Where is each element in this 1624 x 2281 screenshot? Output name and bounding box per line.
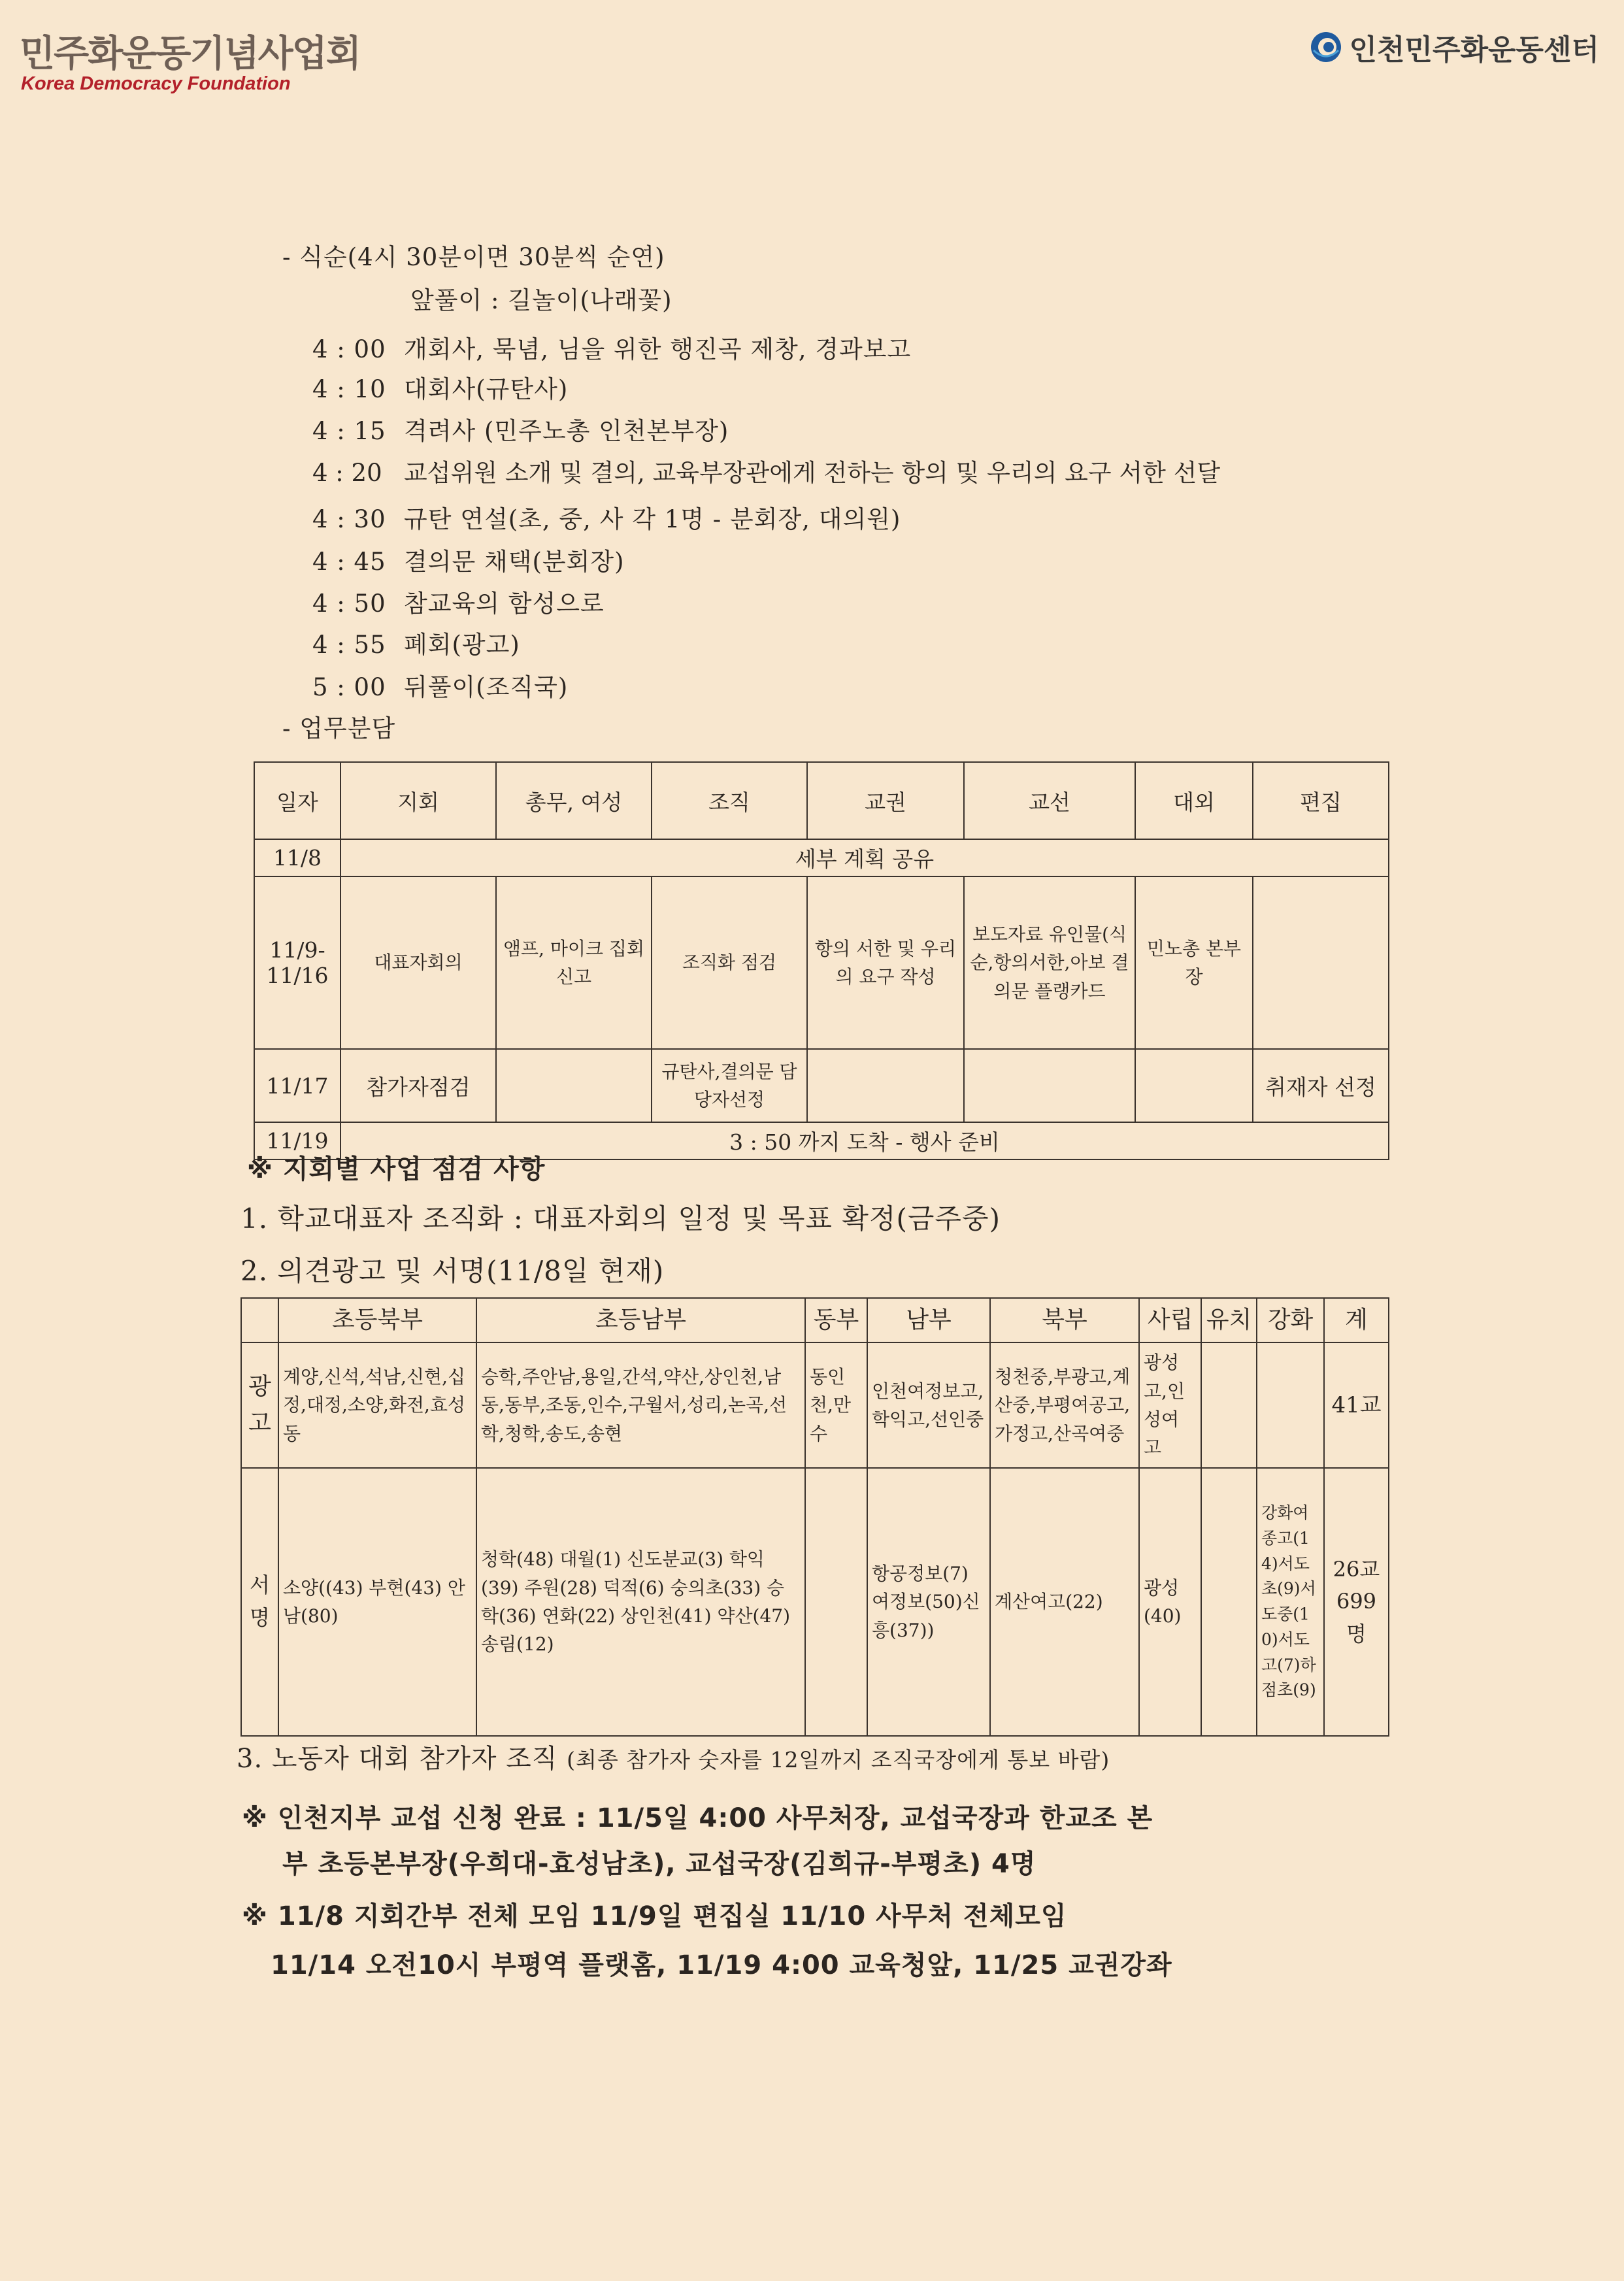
chapter-cell: 대표자회의 [340, 876, 496, 1049]
schedule-item: 4 : 30 규탄 연설(초, 중, 사 각 1명 - 분회장, 대의원) [312, 505, 901, 533]
pr-cell [964, 1049, 1135, 1122]
org-cell: 규탄사,결의문 담당자선정 [652, 1049, 807, 1122]
ad-ganghwa [1257, 1342, 1324, 1468]
header-cell: 강화 [1257, 1298, 1324, 1342]
sign-private: 광성(40) [1139, 1468, 1201, 1736]
ad-north: 청천중,부광고,계산중,부평여공고,가정고,산곡여중 [990, 1342, 1139, 1468]
negotiation-note-line-2: 부 초등본부장(우희대-효성남초), 교섭국장(김희규-부평초) 4명 [282, 1849, 1036, 1879]
header-cell: 동부 [805, 1298, 867, 1342]
schedule-item: 4 : 15 격려사 (민주노총 인천본부장) [312, 417, 729, 445]
schedule-item: 4 : 55 폐회(광고) [312, 631, 520, 659]
header-cell: 계 [1324, 1298, 1389, 1342]
ad-total: 41교 [1324, 1342, 1389, 1468]
header-cell: 유치 [1201, 1298, 1257, 1342]
header-cell: 조직 [652, 762, 807, 839]
foundation-logo-english: Korea Democracy Foundation [21, 73, 291, 94]
merged-cell: 세부 계획 공유 [340, 839, 1389, 876]
header-cell: 북부 [990, 1298, 1139, 1342]
date-cell: 11/19 [254, 1122, 340, 1159]
center-logo [1310, 26, 1599, 68]
edit-cell [1253, 876, 1389, 1049]
schedule-item: 4 : 45 결의문 채택(분회장) [312, 548, 625, 576]
row-label: 서명 [241, 1468, 278, 1736]
sign-ganghwa: 강화여종고(14)서도초(9)서도중(10)서도고(7)하점초(9) [1257, 1468, 1324, 1736]
ad-south: 인천여정보고,학익고,선인중 [867, 1342, 990, 1468]
ad-south-elem: 승학,주안남,용일,간석,약산,상인천,남동,동부,조동,인수,구월서,성리,논곡,선학,청학,송도,송현 [476, 1342, 805, 1468]
ad-north-elem: 계양,신석,석남,신현,십정,대정,소양,화전,효성동 [278, 1342, 476, 1468]
external-cell [1135, 1049, 1253, 1122]
merged-cell: 3 : 50 까지 도착 - 행사 준비 [340, 1122, 1389, 1159]
meeting-note-line-1: ※ 11/8 지회간부 전체 모임 11/9일 편집실 11/10 사무처 전체모임 [242, 1901, 1067, 1931]
check-item-3: 3. 노동자 대회 참가자 조직 (최종 참가자 숫자를 12일까지 조직국장에게 통보 바람) [237, 1744, 1110, 1774]
date-cell: 11/17 [254, 1049, 340, 1122]
chapter-cell: 참가자점검 [340, 1049, 496, 1122]
pr-cell: 보도자료 유인물(식순,항의서한,아보 결의문 플랭카드 [964, 876, 1135, 1049]
org-cell: 조직화 점검 [652, 876, 807, 1049]
foundation-logo-korean: 민주화운동기념사업회 [20, 33, 360, 75]
meeting-note-line-2: 11/14 오전10시 부평역 플랫홈, 11/19 4:00 교육청앞, 11/25 교권강좌 [271, 1950, 1172, 1980]
task-heading: - 업무분담 [282, 714, 396, 742]
header-cell: 대외 [1135, 762, 1253, 839]
check-title: ※ 지회별 사업 점검 사항 [247, 1154, 546, 1184]
sign-south-elem: 청학(48) 대월(1) 신도분교(3) 학익(39) 주원(28) 덕적(6) 숭의초(33) 승학(36) 연화(22) 상인천(41) 약산(47) 송림(12) [476, 1468, 805, 1736]
rights-cell [807, 1049, 964, 1122]
admin-cell [496, 1049, 652, 1122]
sign-kinder [1201, 1468, 1257, 1736]
sign-north-elem: 소양((43) 부현(43) 안남(80) [278, 1468, 476, 1736]
header-cell: 초등북부 [278, 1298, 476, 1342]
header-cell [241, 1298, 278, 1342]
negotiation-note-line-1: ※ 인천지부 교섭 신청 완료 : 11/5일 4:00 사무처장, 교섭국장과 한교조 본 [242, 1803, 1153, 1833]
rights-cell: 항의 서한 및 우리의 요구 작성 [807, 876, 964, 1049]
sign-north: 계산여고(22) [990, 1468, 1139, 1736]
sign-total: 26교 699명 [1324, 1468, 1389, 1736]
header-cell: 교선 [964, 762, 1135, 839]
center-name: 인천민주화운동센터 [1349, 33, 1599, 67]
header-cell: 교권 [807, 762, 964, 839]
sign-east [805, 1468, 867, 1736]
header-cell: 남부 [867, 1298, 990, 1342]
opinion-table [240, 1297, 1389, 1737]
external-cell: 민노총 본부장 [1135, 876, 1253, 1049]
header-cell: 편집 [1253, 762, 1389, 839]
row-label: 광고 [241, 1342, 278, 1468]
schedule-item: 5 : 00 뒤풀이(조직국) [312, 673, 569, 701]
header-cell: 총무, 여성 [496, 762, 652, 839]
header-cell: 일자 [254, 762, 340, 839]
date-cell: 11/8 [254, 839, 340, 876]
admin-cell: 앰프, 마이크 집회신고 [496, 876, 652, 1049]
schedule-item: 4 : 50 참교육의 함성으로 [312, 590, 605, 618]
check-item-2: 2. 의견광고 및 서명(11/8일 현재) [240, 1255, 665, 1287]
center-logo-icon [1310, 31, 1342, 63]
header-cell: 초등남부 [476, 1298, 805, 1342]
date-cell: 11/9-11/16 [254, 876, 340, 1049]
ad-kinder [1201, 1342, 1257, 1468]
header-cell: 사립 [1139, 1298, 1201, 1342]
check-item-1: 1. 학교대표자 조직화 : 대표자회의 일정 및 목표 확정(금주중) [240, 1203, 1001, 1235]
ad-private: 광성고,인성여고 [1139, 1342, 1201, 1468]
ceremony-heading: - 식순(4시 30분이면 30분씩 순연) [282, 243, 665, 271]
header-cell: 지회 [340, 762, 496, 839]
sign-south: 항공정보(7)여정보(50)신흥(37)) [867, 1468, 990, 1736]
ad-east: 동인천,만수 [805, 1342, 867, 1468]
schedule-item: 4 : 00 개회사, 묵념, 님을 위한 행진곡 제창, 경과보고 [312, 335, 912, 363]
duties-table [254, 761, 1389, 1160]
edit-cell: 취재자 선정 [1253, 1049, 1389, 1122]
schedule-item: 4 : 20 교섭위원 소개 및 결의, 교육부장관에게 전하는 항의 및 우리의 요구 서한 선달 [312, 459, 1221, 487]
schedule-item: 4 : 10 대회사(규탄사) [312, 375, 569, 403]
ceremony-prelude: 앞풀이 : 길놀이(나래꽃) [410, 286, 672, 314]
